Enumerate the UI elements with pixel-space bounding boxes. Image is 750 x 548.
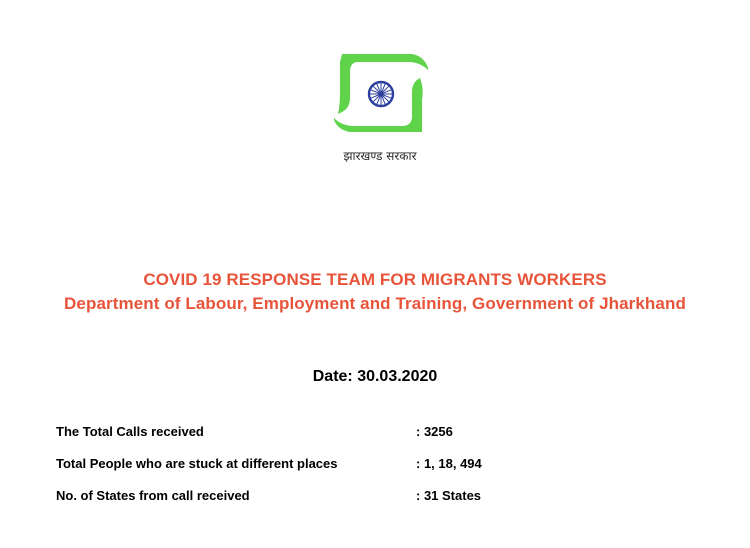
stat-value: : 31 States <box>416 488 482 503</box>
stat-label: The Total Calls received <box>56 424 204 439</box>
stat-row-states <box>56 488 706 520</box>
report-date: Date: 30.03.2020 <box>312 368 438 385</box>
chakra-icon <box>369 82 393 106</box>
stats-list <box>56 424 706 520</box>
logo-caption: झारखण्ड सरकार <box>343 149 417 163</box>
document-subtitle: Department of Labour, Employment and Training, Government of Jharkhand <box>64 294 686 313</box>
stat-row-people-stuck <box>56 456 706 488</box>
stat-value: : 1, 18, 494 <box>416 456 482 471</box>
stat-row-total-calls <box>56 424 706 456</box>
jharkhand-emblem-icon <box>328 50 432 142</box>
document-title: COVID 19 RESPONSE TEAM FOR MIGRANTS WORKERS <box>143 270 607 289</box>
stat-label: Total People who are stuck at different places <box>56 456 338 471</box>
stat-label: No. of States from call received <box>56 488 250 503</box>
stat-value: : 3256 <box>416 424 453 439</box>
